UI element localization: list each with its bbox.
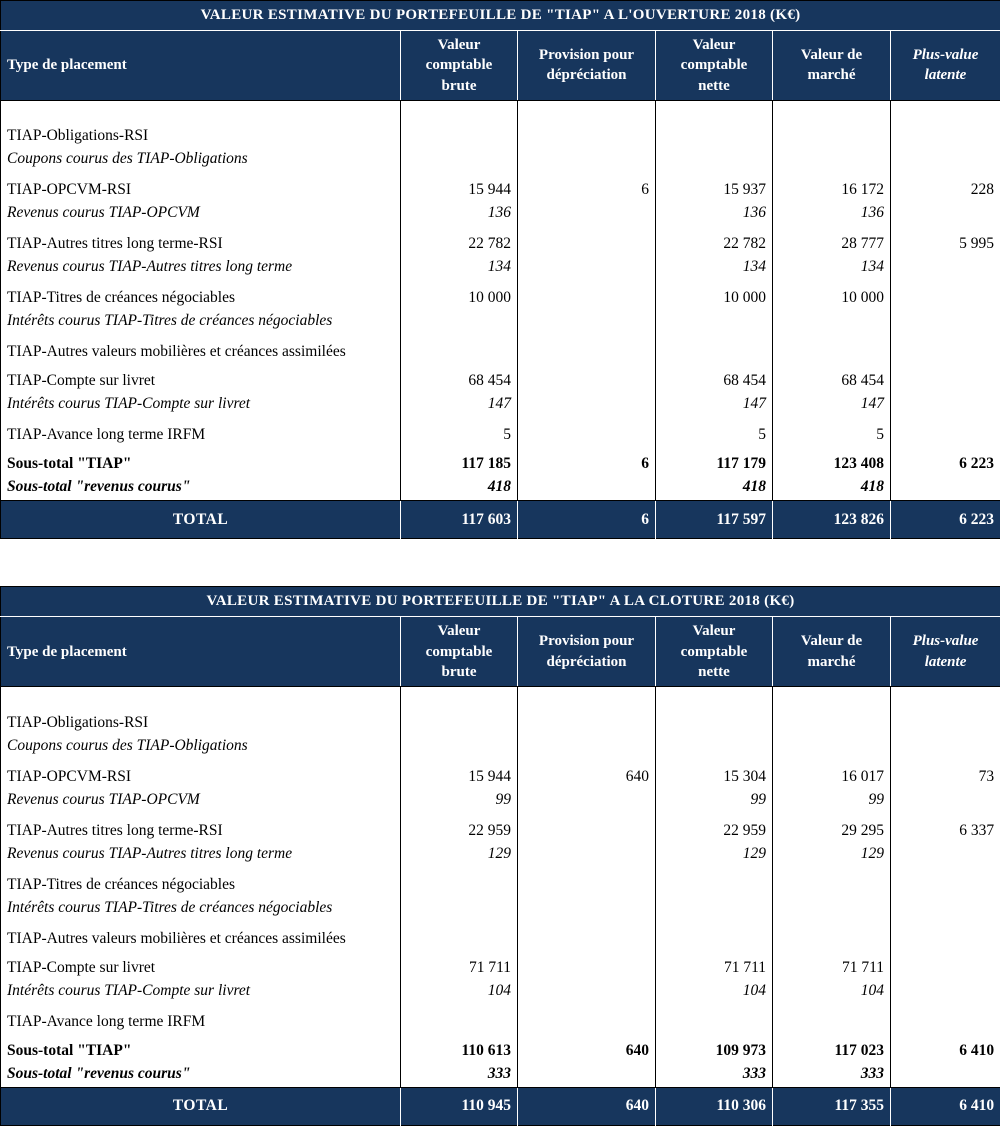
row-value: 71 711	[656, 950, 773, 979]
row-value	[518, 896, 656, 921]
row-value: 136	[656, 201, 773, 226]
row-value: 6 223	[891, 446, 1000, 475]
row-value: 5	[401, 417, 518, 446]
row-value	[773, 147, 891, 172]
total-label: TOTAL	[1, 501, 401, 539]
row-value: 6	[518, 446, 656, 475]
total-value: 6	[518, 501, 656, 539]
row-label: Sous-total "TIAP"	[1, 1033, 401, 1062]
row-value	[401, 1004, 518, 1033]
col-header-provision-depreciation: Provision pour dépréciation	[518, 617, 656, 687]
spacer-cell	[518, 687, 656, 705]
row-label: TIAP-Titres de créances négociables	[1, 867, 401, 896]
table-row	[1, 334, 1000, 363]
row-value: 104	[656, 979, 773, 1004]
spacer-cell	[891, 100, 1000, 118]
row-value	[518, 363, 656, 392]
table-row	[1, 118, 1000, 147]
row-value	[891, 950, 1000, 979]
row-value: 16 017	[773, 759, 891, 788]
row-value	[773, 867, 891, 896]
row-value	[773, 1004, 891, 1033]
table-row	[1, 921, 1000, 950]
row-value	[891, 147, 1000, 172]
row-value: 640	[518, 1033, 656, 1062]
row-label: TIAP-Compte sur livret	[1, 950, 401, 979]
row-value: 129	[401, 842, 518, 867]
row-value	[656, 896, 773, 921]
row-value	[518, 1004, 656, 1033]
row-value	[518, 788, 656, 813]
row-value: 5	[656, 417, 773, 446]
row-label: Intérêts courus TIAP-Titres de créances négociables	[1, 896, 401, 921]
row-value	[656, 118, 773, 147]
row-label: TIAP-Obligations-RSI	[1, 118, 401, 147]
row-value: 22 782	[401, 226, 518, 255]
row-value: 333	[401, 1062, 518, 1088]
row-value	[891, 118, 1000, 147]
spacer-cell	[773, 687, 891, 705]
row-value: 109 973	[656, 1033, 773, 1062]
col-header-valeur-marche: Valeur de marché	[773, 31, 891, 101]
row-value	[891, 475, 1000, 501]
row-label: Coupons courus des TIAP-Obligations	[1, 147, 401, 172]
row-value	[518, 921, 656, 950]
row-value	[518, 226, 656, 255]
row-value: 6 337	[891, 813, 1000, 842]
row-value: 117 185	[401, 446, 518, 475]
row-value	[773, 921, 891, 950]
row-value	[518, 813, 656, 842]
row-value: 22 782	[656, 226, 773, 255]
row-value	[518, 417, 656, 446]
row-label: Intérêts courus TIAP-Compte sur livret	[1, 392, 401, 417]
row-value	[401, 921, 518, 950]
table-row	[1, 759, 1000, 788]
row-value	[518, 255, 656, 280]
row-value: 29 295	[773, 813, 891, 842]
row-value	[891, 1062, 1000, 1088]
row-value: 136	[773, 201, 891, 226]
row-label: Intérêts courus TIAP-Compte sur livret	[1, 979, 401, 1004]
row-value: 134	[773, 255, 891, 280]
row-value	[891, 921, 1000, 950]
table-row	[1, 867, 1000, 896]
col-header-provision-depreciation: Provision pour dépréciation	[518, 31, 656, 101]
col-header-valeur-comptable-brute: Valeur comptable brute	[401, 31, 518, 101]
row-label: TIAP-Compte sur livret	[1, 363, 401, 392]
row-label: Revenus courus TIAP-Autres titres long terme	[1, 255, 401, 280]
row-value: 22 959	[656, 813, 773, 842]
row-value: 147	[656, 392, 773, 417]
table-title: VALEUR ESTIMATIVE DU PORTEFEUILLE DE "TIAP" A LA CLOTURE 2018 (K€)	[1, 587, 1000, 617]
col-header-type-placement: Type de placement	[1, 617, 401, 687]
row-value	[891, 309, 1000, 334]
row-value	[518, 309, 656, 334]
row-value: 71 711	[401, 950, 518, 979]
row-value	[401, 309, 518, 334]
row-value: 110 613	[401, 1033, 518, 1062]
row-value	[518, 147, 656, 172]
row-value: 333	[773, 1062, 891, 1088]
row-value: 15 944	[401, 172, 518, 201]
row-value: 117 023	[773, 1033, 891, 1062]
col-header-valeur-comptable-brute: Valeur comptable brute	[401, 617, 518, 687]
row-value	[518, 280, 656, 309]
row-value	[891, 979, 1000, 1004]
row-value: 6	[518, 172, 656, 201]
row-label: Sous-total "revenus courus"	[1, 475, 401, 501]
row-value: 71 711	[773, 950, 891, 979]
table-cloture	[0, 586, 1000, 1125]
spacer-cell	[518, 100, 656, 118]
table-title-row	[1, 587, 1000, 617]
row-value: 68 454	[773, 363, 891, 392]
table-title: VALEUR ESTIMATIVE DU PORTEFEUILLE DE "TIAP" A L'OUVERTURE 2018 (K€)	[1, 1, 1000, 31]
total-value: 110 306	[656, 1087, 773, 1125]
row-value	[891, 896, 1000, 921]
row-value: 134	[656, 255, 773, 280]
row-value	[518, 979, 656, 1004]
total-value: 117 597	[656, 501, 773, 539]
row-value	[401, 705, 518, 734]
row-value	[773, 118, 891, 147]
table-row	[1, 363, 1000, 392]
total-row	[1, 501, 1000, 539]
row-value: 99	[773, 788, 891, 813]
row-value: 99	[401, 788, 518, 813]
row-value	[656, 309, 773, 334]
row-value	[401, 896, 518, 921]
spacer-cell	[656, 100, 773, 118]
row-value	[656, 1004, 773, 1033]
spacer-cell	[1, 687, 401, 705]
row-value	[891, 788, 1000, 813]
row-value: 15 937	[656, 172, 773, 201]
row-value: 129	[656, 842, 773, 867]
total-row	[1, 1087, 1000, 1125]
row-value: 147	[401, 392, 518, 417]
row-value	[401, 147, 518, 172]
table-row	[1, 842, 1000, 867]
row-label: Revenus courus TIAP-Autres titres long terme	[1, 842, 401, 867]
col-header-valeur-comptable-nette: Valeur comptable nette	[656, 617, 773, 687]
row-value: 68 454	[656, 363, 773, 392]
col-header-plus-value-latente: Plus-value latente	[891, 617, 1000, 687]
spacer-cell	[401, 687, 518, 705]
row-value: 15 944	[401, 759, 518, 788]
total-value: 6 410	[891, 1087, 1000, 1125]
row-value: 640	[518, 759, 656, 788]
table-row	[1, 255, 1000, 280]
row-value	[401, 334, 518, 363]
row-value	[891, 392, 1000, 417]
row-label: TIAP-Autres valeurs mobilières et créances assimilées	[1, 334, 401, 363]
row-value	[656, 921, 773, 950]
row-label: TIAP-OPCVM-RSI	[1, 759, 401, 788]
row-value: 16 172	[773, 172, 891, 201]
row-label: TIAP-Avance long terme IRFM	[1, 417, 401, 446]
row-value: 5 995	[891, 226, 1000, 255]
row-value: 104	[773, 979, 891, 1004]
table-title-row	[1, 1, 1000, 31]
row-label: Sous-total "TIAP"	[1, 446, 401, 475]
total-label: TOTAL	[1, 1087, 401, 1125]
spacer-cell	[401, 100, 518, 118]
spacer-row	[1, 100, 1000, 118]
row-value: 134	[401, 255, 518, 280]
table-row	[1, 392, 1000, 417]
total-value: 123 826	[773, 501, 891, 539]
row-value	[773, 734, 891, 759]
row-value	[891, 417, 1000, 446]
row-value	[518, 201, 656, 226]
table-row	[1, 280, 1000, 309]
row-value: 123 408	[773, 446, 891, 475]
row-value: 99	[656, 788, 773, 813]
row-value	[773, 309, 891, 334]
row-value: 10 000	[401, 280, 518, 309]
row-value	[518, 842, 656, 867]
row-value	[401, 118, 518, 147]
total-value: 117 603	[401, 501, 518, 539]
row-value	[518, 118, 656, 147]
row-value	[518, 1062, 656, 1088]
spacer-cell	[656, 687, 773, 705]
row-value: 10 000	[656, 280, 773, 309]
row-label: TIAP-Obligations-RSI	[1, 705, 401, 734]
row-value	[891, 280, 1000, 309]
row-value: 10 000	[773, 280, 891, 309]
row-value: 418	[773, 475, 891, 501]
row-label: TIAP-Autres valeurs mobilières et créances assimilées	[1, 921, 401, 950]
row-value: 333	[656, 1062, 773, 1088]
table-row	[1, 950, 1000, 979]
table-row	[1, 226, 1000, 255]
row-value	[891, 334, 1000, 363]
row-label: Revenus courus TIAP-OPCVM	[1, 788, 401, 813]
table-row	[1, 813, 1000, 842]
row-value: 418	[656, 475, 773, 501]
row-value	[891, 201, 1000, 226]
row-value	[891, 363, 1000, 392]
row-value: 136	[401, 201, 518, 226]
table-body	[1, 687, 1000, 1088]
row-value: 22 959	[401, 813, 518, 842]
spacer-cell	[891, 687, 1000, 705]
total-value: 110 945	[401, 1087, 518, 1125]
total-value: 640	[518, 1087, 656, 1125]
row-value: 104	[401, 979, 518, 1004]
table-header-row	[1, 31, 1000, 101]
row-label: Revenus courus TIAP-OPCVM	[1, 201, 401, 226]
table-row	[1, 896, 1000, 921]
table-row	[1, 147, 1000, 172]
table-row	[1, 1033, 1000, 1062]
row-label: TIAP-Autres titres long terme-RSI	[1, 226, 401, 255]
spacer-row	[1, 687, 1000, 705]
table-row	[1, 979, 1000, 1004]
row-value	[773, 334, 891, 363]
row-value	[518, 867, 656, 896]
row-value	[656, 705, 773, 734]
row-value	[656, 334, 773, 363]
col-header-plus-value-latente: Plus-value latente	[891, 31, 1000, 101]
table-row	[1, 201, 1000, 226]
row-value	[773, 705, 891, 734]
table-header-row	[1, 617, 1000, 687]
row-value: 5	[773, 417, 891, 446]
row-value	[518, 334, 656, 363]
row-value	[518, 950, 656, 979]
row-value	[656, 734, 773, 759]
row-value	[656, 867, 773, 896]
row-value	[656, 147, 773, 172]
col-header-valeur-marche: Valeur de marché	[773, 617, 891, 687]
table-row	[1, 172, 1000, 201]
table-row	[1, 1062, 1000, 1088]
row-value	[891, 867, 1000, 896]
row-value	[891, 255, 1000, 280]
table-row	[1, 309, 1000, 334]
row-value: 228	[891, 172, 1000, 201]
row-value	[891, 734, 1000, 759]
row-value: 15 304	[656, 759, 773, 788]
table-row	[1, 446, 1000, 475]
col-header-valeur-comptable-nette: Valeur comptable nette	[656, 31, 773, 101]
total-value: 117 355	[773, 1087, 891, 1125]
row-value	[518, 475, 656, 501]
table-row	[1, 734, 1000, 759]
row-value	[518, 705, 656, 734]
table-row	[1, 788, 1000, 813]
row-value	[518, 734, 656, 759]
table-row	[1, 705, 1000, 734]
row-label: Coupons courus des TIAP-Obligations	[1, 734, 401, 759]
row-label: TIAP-Avance long terme IRFM	[1, 1004, 401, 1033]
row-value	[773, 896, 891, 921]
table-row	[1, 417, 1000, 446]
table-row	[1, 1004, 1000, 1033]
row-value: 129	[773, 842, 891, 867]
row-label: TIAP-Autres titres long terme-RSI	[1, 813, 401, 842]
row-value	[518, 392, 656, 417]
row-value: 73	[891, 759, 1000, 788]
row-value	[891, 1004, 1000, 1033]
table-row	[1, 475, 1000, 501]
row-value	[891, 705, 1000, 734]
table-body	[1, 100, 1000, 501]
spacer-cell	[773, 100, 891, 118]
row-value: 117 179	[656, 446, 773, 475]
total-value: 6 223	[891, 501, 1000, 539]
row-value: 147	[773, 392, 891, 417]
row-value: 6 410	[891, 1033, 1000, 1062]
row-value: 418	[401, 475, 518, 501]
row-label: Intérêts courus TIAP-Titres de créances négociables	[1, 309, 401, 334]
row-value	[401, 734, 518, 759]
row-label: TIAP-Titres de créances négociables	[1, 280, 401, 309]
table-gap	[0, 539, 1000, 586]
row-value: 68 454	[401, 363, 518, 392]
table-ouverture	[0, 0, 1000, 539]
col-header-type-placement: Type de placement	[1, 31, 401, 101]
row-value	[401, 867, 518, 896]
spacer-cell	[1, 100, 401, 118]
row-value: 28 777	[773, 226, 891, 255]
row-label: Sous-total "revenus courus"	[1, 1062, 401, 1088]
row-label: TIAP-OPCVM-RSI	[1, 172, 401, 201]
row-value	[891, 842, 1000, 867]
